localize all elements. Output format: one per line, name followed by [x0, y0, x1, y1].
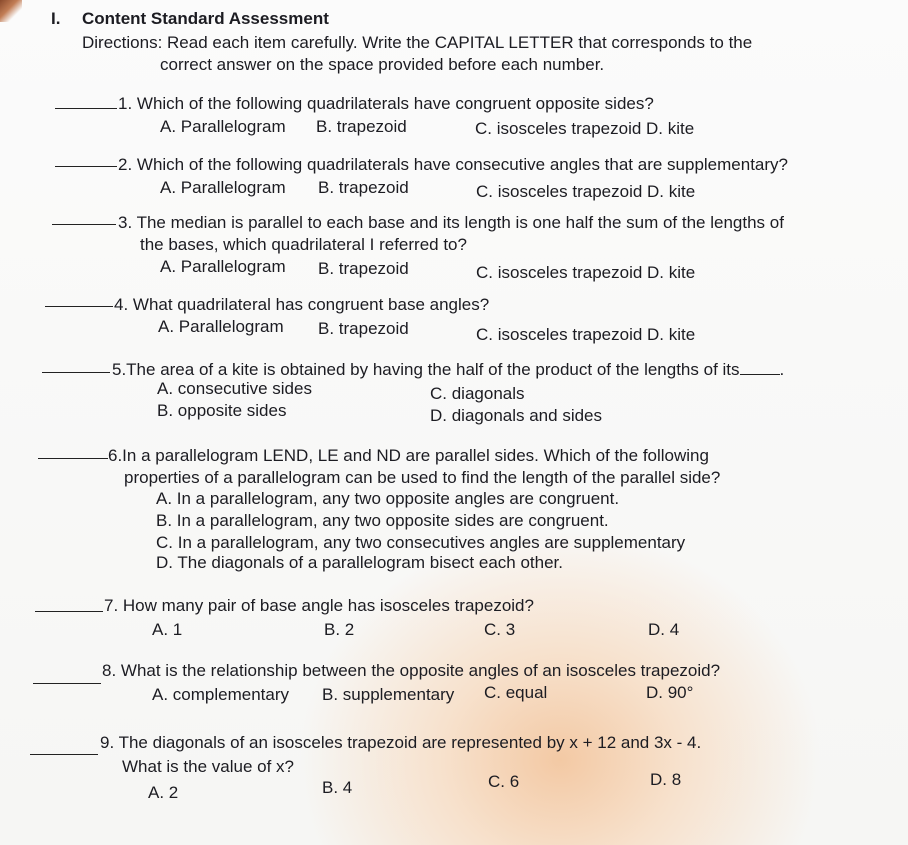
section-numeral: I.: [51, 9, 61, 28]
q1-option-a: A. Parallelogram: [160, 117, 286, 136]
q2-option-b: B. trapezoid: [318, 178, 409, 197]
q7-option-a: A. 1: [152, 620, 183, 639]
question-5: 5.The area of a kite is obtained by having the half of the product of the lengths of its .: [112, 360, 785, 379]
question-6-line-2: properties of a parallelogram can be used to find the length of the parallel side?: [124, 468, 721, 487]
q7-option-c: C. 3: [484, 620, 516, 639]
q2-option-cd: C. isosceles trapezoid D. kite: [476, 182, 696, 201]
question-3-line-2: the bases, which quadrilateral I referred to?: [140, 235, 467, 254]
q8-option-c: C. equal: [484, 683, 548, 702]
q1-option-b: B. trapezoid: [316, 117, 407, 136]
q6-option-b: B. In a parallelogram, any two opposite sides are congruent.: [156, 511, 609, 530]
q5-option-c: C. diagonals: [430, 384, 525, 403]
q4-option-a: A. Parallelogram: [158, 317, 284, 336]
answer-blank-3[interactable]: [52, 224, 116, 225]
q9-option-a: A. 2: [148, 783, 179, 802]
q9-option-c: C. 6: [488, 772, 520, 791]
q1-option-cd: C. isosceles trapezoid D. kite: [475, 119, 695, 138]
answer-blank-4[interactable]: [45, 306, 113, 307]
question-7: 7. How many pair of base angle has isosceles trapezoid?: [104, 596, 534, 615]
answer-blank-5[interactable]: [42, 372, 110, 373]
q8-option-d: D. 90°: [646, 683, 694, 702]
q9-option-d: D. 8: [650, 770, 682, 789]
q7-option-d: D. 4: [648, 620, 680, 639]
answer-blank-7[interactable]: [35, 611, 103, 612]
q3-option-cd: C. isosceles trapezoid D. kite: [476, 263, 696, 282]
directions-line-2: correct answer on the space provided before each number.: [160, 55, 605, 74]
q7-option-b: B. 2: [324, 620, 355, 639]
answer-blank-6[interactable]: [38, 458, 108, 459]
q4-option-cd: C. isosceles trapezoid D. kite: [476, 325, 696, 344]
q6-option-a: A. In a parallelogram, any two opposite angles are congruent.: [156, 489, 620, 508]
question-5-text: 5.The area of a kite is obtained by having the half of the product of the lengths of its: [112, 360, 740, 379]
q6-option-c: C. In a parallelogram, any two consecutives angles are supplementary: [156, 533, 686, 552]
q8-option-b: B. supplementary: [322, 685, 455, 704]
directions-line-1: Directions: Read each item carefully. Write the CAPITAL LETTER that corresponds to the: [82, 33, 753, 52]
q5-option-b: B. opposite sides: [157, 401, 287, 420]
q3-option-b: B. trapezoid: [318, 259, 409, 278]
q8-option-a: A. complementary: [152, 685, 289, 704]
answer-blank-2[interactable]: [55, 166, 117, 167]
page-corner-shadow: [0, 0, 22, 22]
page-title: Content Standard Assessment: [82, 9, 329, 28]
question-3-line-1: 3. The median is parallel to each base and its length is one half the sum of the lengths of: [118, 213, 784, 232]
q9-option-b: B. 4: [322, 778, 353, 797]
question-8: 8. What is the relationship between the opposite angles of an isosceles trapezoid?: [102, 661, 721, 680]
question-9-line-1: 9. The diagonals of an isosceles trapezoid are represented by x + 12 and 3x - 4.: [100, 733, 702, 752]
inline-blank-5[interactable]: [740, 360, 780, 375]
q2-option-a: A. Parallelogram: [160, 178, 286, 197]
answer-blank-8[interactable]: [33, 683, 101, 684]
q3-option-a: A. Parallelogram: [160, 257, 286, 276]
q5-option-d: D. diagonals and sides: [430, 406, 603, 425]
question-9-line-2: What is the value of x?: [122, 757, 294, 776]
answer-blank-1[interactable]: [55, 108, 117, 109]
answer-blank-9[interactable]: [30, 754, 98, 755]
q5-option-a: A. consecutive sides: [157, 379, 312, 398]
q4-option-b: B. trapezoid: [318, 319, 409, 338]
question-4: 4. What quadrilateral has congruent base angles?: [114, 295, 490, 314]
q6-option-d: D. The diagonals of a parallelogram bisect each other.: [156, 553, 563, 572]
question-2: 2. Which of the following quadrilaterals have consecutive angles that are supplementary?: [118, 155, 788, 174]
question-1: 1. Which of the following quadrilaterals have congruent opposite sides?: [118, 94, 654, 113]
question-6-line-1: 6.In a parallelogram LEND, LE and ND are parallel sides. Which of the following: [108, 446, 709, 465]
